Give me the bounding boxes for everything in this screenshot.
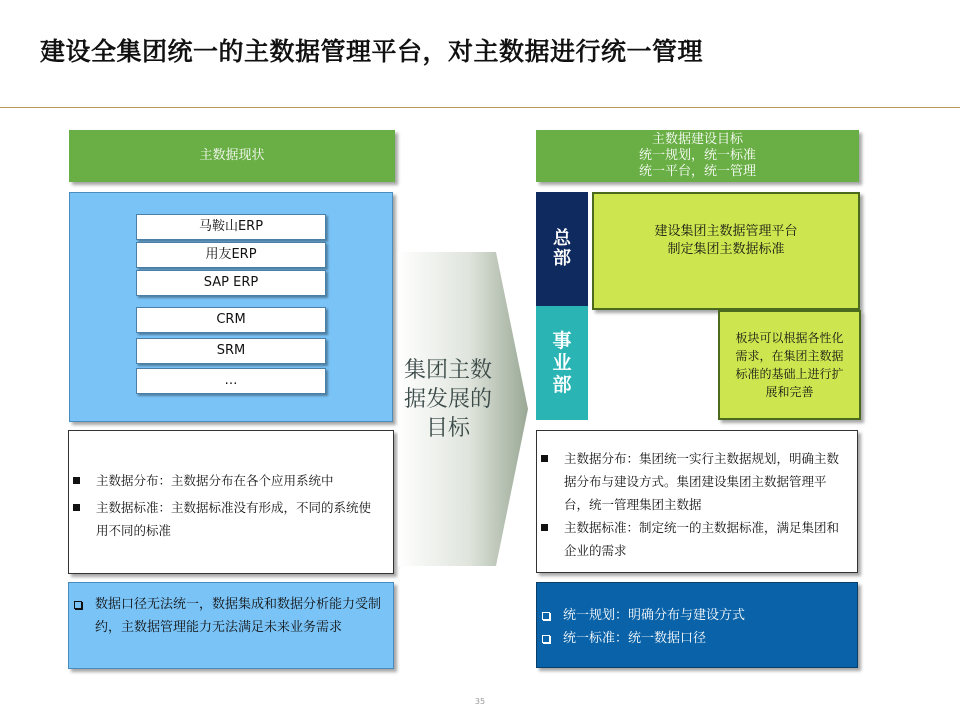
page-number: 35	[474, 697, 486, 706]
arrow-label	[396, 356, 500, 443]
target-header	[536, 130, 859, 182]
current-state-header	[69, 130, 395, 182]
headquarters-text-line: 制定集团主数据标准	[667, 242, 785, 257]
target-bullet-list	[537, 447, 849, 562]
business-unit-text: 板块可以根据各性化需求，在集团主数据标准的基础上进行扩展和完善	[735, 331, 844, 399]
title-divider	[0, 107, 960, 108]
square-bullet-icon	[73, 504, 80, 511]
list-item: 数据口径无法统一，数据集成和数据分析能力受制约，主数据管理能力无法满足未来业务需求	[69, 593, 385, 639]
square-bullet-icon	[541, 455, 548, 462]
system-box: SRM	[136, 338, 326, 364]
list-item: 统一规划：明确分布与建设方式	[537, 604, 849, 627]
headquarters-label: 总 部	[536, 192, 588, 306]
current-state-bullet-list	[69, 469, 383, 542]
system-box: SAP ERP	[136, 270, 326, 296]
target-header-line: 主数据建设目标	[651, 132, 743, 147]
headquarters-box	[592, 192, 860, 310]
list-item: 主数据分布：集团统一实行主数据规划，明确主数据分布与建设方式。集团建设集团主数据管理平台，统一管理集团主数据	[537, 447, 849, 516]
hollow-square-bullet-icon	[74, 601, 82, 609]
list-item: 主数据分布：主数据分布在各个应用系统中	[69, 469, 383, 492]
headquarters-text-line: 建设集团主数据管理平台	[654, 224, 798, 239]
square-bullet-icon	[541, 524, 548, 531]
arrow-label-line: 集团主数	[403, 358, 492, 383]
arrow-label-line: 据发展的	[403, 387, 492, 412]
target-header-line: 统一平台，统一管理	[638, 164, 756, 179]
current-state-header-text: 主数据现状	[199, 148, 265, 163]
arrow-label-line: 目标	[425, 416, 470, 441]
hollow-square-bullet-icon	[542, 635, 550, 643]
business-unit-label: 事 业 部	[536, 306, 588, 420]
system-box: …	[136, 368, 326, 394]
system-box: 用友ERP	[136, 242, 326, 268]
list-item: 统一标准：统一数据口径	[537, 627, 849, 650]
system-box: CRM	[136, 307, 326, 333]
target-bullets-box	[536, 430, 858, 573]
square-bullet-icon	[73, 477, 80, 484]
list-item: 主数据标准：主数据标准没有形成，不同的系统使用不同的标准	[69, 496, 383, 542]
page-title: 建设全集团统一的主数据管理平台，对主数据进行统一管理	[40, 37, 704, 66]
current-state-bullets-box	[68, 430, 394, 574]
list-item: 主数据标准：制定统一的主数据标准，满足集团和企业的需求	[537, 516, 849, 562]
system-box: 马鞍山ERP	[136, 214, 326, 240]
goals-list	[537, 604, 849, 650]
problem-list	[69, 593, 385, 639]
target-header-line: 统一规划，统一标准	[638, 148, 756, 163]
goals-box	[536, 582, 858, 668]
business-unit-box	[718, 310, 861, 420]
hollow-square-bullet-icon	[542, 612, 550, 620]
problem-box	[68, 582, 394, 669]
